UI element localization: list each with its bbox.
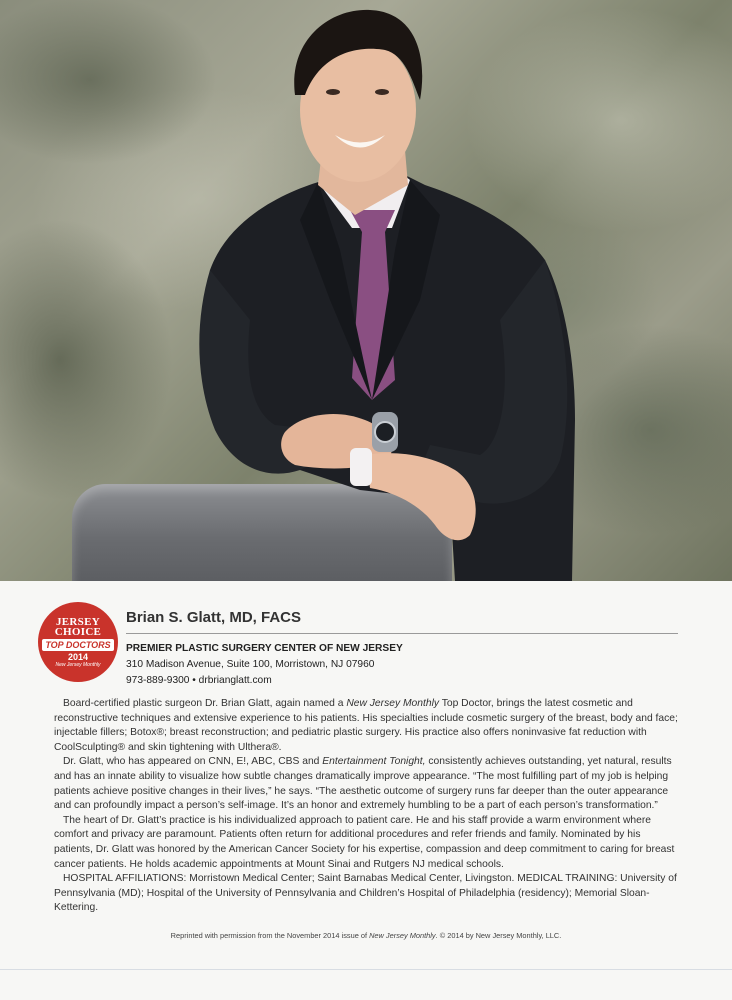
divider	[126, 633, 678, 634]
p1-text-a: Board-certified plastic surgeon Dr. Brian Glatt, again named a	[63, 698, 347, 709]
paragraph-2	[54, 755, 678, 813]
top-doctors-badge	[38, 602, 118, 682]
footer-text-a: Reprinted with permission from the November 2014 issue of	[170, 931, 370, 940]
paragraph-1	[54, 697, 678, 755]
reprint-notice	[0, 931, 732, 940]
profile-body	[54, 697, 678, 916]
phone-website: 973-889-9300 • drbrianglatt.com	[126, 675, 272, 686]
doctor-name: Brian S. Glatt, MD, FACS	[126, 609, 302, 626]
badge-year: 2014	[67, 651, 89, 662]
practice-name: PREMIER PLASTIC SURGERY CENTER OF NEW JERSEY	[126, 643, 403, 654]
practice-address: 310 Madison Avenue, Suite 100, Morristown, NJ 07960	[126, 659, 375, 670]
p1-publication: New Jersey Monthly	[346, 698, 440, 709]
badge-line-2: CHOICE	[54, 625, 102, 638]
footer-divider	[0, 969, 732, 970]
p2-text-b: consistently achieves outstanding, yet natural, results and has an innate ability to visualize how subtle changes dramatically improve appearance. “The most fulfilling part of my job is helping patients achieve positive changes in their lives,” he says. “The aesthetic outcome of surgery runs far deeper than the outer appearance and can profoundly impact a person’s self-image. It’s an honor and extremely humbling to be a part of each person’s transformation.”	[54, 756, 672, 812]
badge-line-1: JERSEY	[56, 615, 100, 628]
paragraph-4: HOSPITAL AFFILIATIONS: Morristown Medical Center; Saint Barnabas Medical Center, Livingston. MEDICAL TRAINING: University of Pennsylvania (MD); Hospital of the University of Pennsylvania and Children’s Hospital of Philadelphia (residency); Memorial Sloan-Kettering.	[54, 873, 677, 914]
badge-line-3: TOP DOCTORS	[42, 639, 113, 651]
p2-text-a: Dr. Glatt, who has appeared on CNN, E!, ABC, CBS and	[63, 756, 323, 768]
contact-block	[126, 641, 403, 689]
p1-text-b: Top Doctor, brings the latest cosmetic and reconstructive techniques and extensive experience to his patients. His specialties include cosmetic surgery of the breast, body and face; injectable fillers; Botox®; breast reconstruction; and pediatric plastic surgery. His practice also offers noninvasive fat reduction with CoolSculpting® and skin tightening with Ulthera®.	[54, 698, 678, 753]
paragraph-3: The heart of Dr. Glatt’s practice is his individualized approach to patient care. He and his staff provide a warm environment where comfort and privacy are paramount. Patients often return for additional procedures and refer friends and family. Nominated by his patients, Dr. Glatt was honored by the American Cancer Society for his expertise, compassion and deep commitment to caring for breast cancer patients. He holds academic appointments at Mount Sinai and Rutgers NJ medical schools.	[54, 814, 675, 870]
badge-publisher: New Jersey Monthly	[55, 661, 101, 668]
footer-text-b: . © 2014 by New Jersey Monthly, LLC.	[435, 931, 562, 940]
p2-show: Entertainment Tonight,	[322, 756, 426, 768]
footer-publication: New Jersey Monthly	[369, 931, 436, 940]
